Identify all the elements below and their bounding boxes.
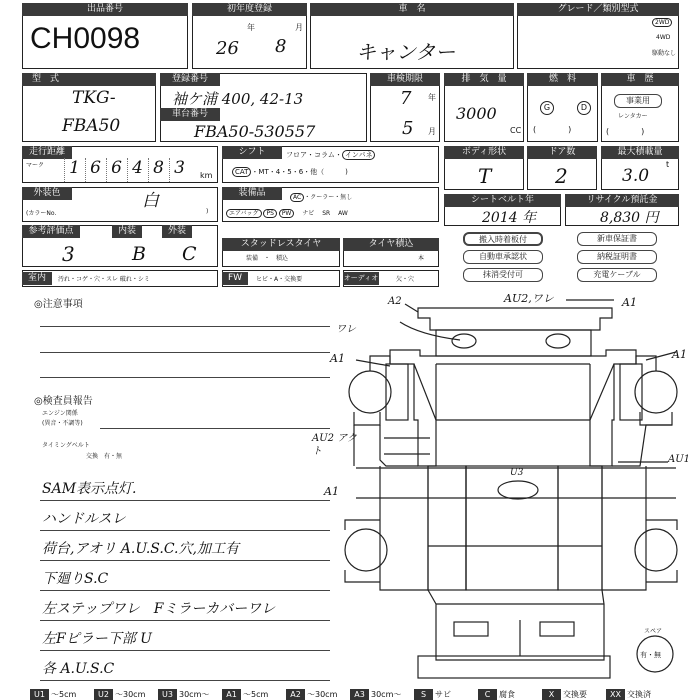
studless-options: 装備 ・ 積込 [246, 255, 289, 262]
caution-line-2 [40, 352, 330, 353]
studless-label: スタッドレスタイヤ [222, 238, 340, 251]
inspection-month-unit: 月 [428, 127, 436, 136]
equip-none: 無し [340, 194, 353, 201]
mileage-mark: マーク [26, 162, 45, 169]
timing-label: タイミングベルト [42, 442, 90, 449]
rear-left-wheel [345, 529, 387, 571]
caution-title: ◎注意事項 [34, 299, 83, 310]
mileage-digit: 1 [64, 158, 84, 182]
lot-number-label: 出品番号 [22, 3, 188, 16]
rear-light-left [454, 622, 488, 636]
shift-6: 6 [298, 168, 304, 176]
shift-options: フロア・コラム・ インパネ [286, 150, 375, 160]
equip-airbag: エアバッグ [226, 209, 262, 218]
mileage-digit: 8 [148, 158, 168, 182]
history-rental: レンタカー [618, 113, 648, 120]
report-rule [40, 530, 330, 531]
exterior-value: C [182, 243, 197, 265]
legend-code: A2 [286, 689, 305, 700]
grade-label: グレード／類別型式 [517, 3, 679, 16]
tire-value: 本 [418, 255, 425, 262]
displacement-value: 3000 [456, 104, 497, 123]
year-unit: 年 [247, 23, 255, 32]
legend-desc: ～5cm [243, 690, 269, 699]
car-name-label: 車 名 [310, 3, 514, 16]
cargo-bed [466, 466, 558, 590]
doc-cancel: 抹消受付可 [463, 268, 543, 282]
legend-code: A3 [350, 689, 369, 700]
legend-desc: 交換済 [627, 690, 651, 699]
fw-options: ヒビ・A・交換要 [256, 276, 303, 283]
color-paren-close: ) [206, 208, 209, 215]
car-name-value: キャンター [356, 40, 456, 64]
equip-cooler: クーラー [310, 194, 335, 201]
mark-crack-windshield: ワレ [336, 324, 356, 335]
left-side-panel [386, 364, 408, 420]
inspection-year: 7 [400, 88, 412, 109]
model-type-value-2: FBA50 [62, 116, 121, 136]
cargo-right-wall [558, 466, 602, 590]
shift-4: 4 [275, 168, 281, 176]
front-right-wheel [635, 371, 677, 413]
report-line: 左ステップワレ Fミラーカバーワレ [42, 601, 276, 617]
displacement-label: 排 気 量 [444, 73, 524, 86]
damage-u3-mark [498, 481, 538, 499]
history-label: 車 歴 [601, 73, 679, 86]
report-rule [40, 560, 330, 561]
equip-aw: AW [338, 210, 348, 217]
room-options: 汚れ・コゲ・穴・スレ 破れ・シミ [58, 276, 150, 283]
load-value: 3.0 [622, 166, 650, 186]
shift-label: シフト [222, 146, 282, 159]
equip-sr: SR [322, 210, 331, 217]
mark-a2-top: A2 [388, 296, 402, 307]
report-line: ハンドルスレ [42, 511, 126, 527]
rear-bumper [418, 656, 610, 678]
registration-number-label: 登録番号 [160, 73, 220, 86]
history-business: 事業用 [614, 94, 662, 108]
report-line: 荷台,アオリ A.U.S.C.穴,加工有 [42, 541, 239, 557]
cargo-left-wall [428, 466, 466, 590]
legend-desc: ～5cm [51, 690, 77, 699]
legend-code: C [478, 689, 497, 700]
lot-number-value: CH0098 [30, 22, 141, 55]
shift-floor: フロア [286, 151, 307, 159]
shift-panel: インパネ [342, 150, 376, 160]
recycle-value: 8,830 円 [600, 210, 659, 226]
chassis-number-label: 車台番号 [160, 108, 220, 121]
front-left-wheel [349, 371, 391, 413]
load-label: 最大積載量 [601, 146, 679, 159]
doc-charge-cable: 充電ケーブル [577, 268, 657, 282]
engine-sub: (異音・不調等) [42, 420, 83, 427]
score-value: 3 [62, 242, 75, 266]
mark-au2-left-side: AU2 アクト [312, 433, 357, 457]
equip-ps: PS [263, 209, 276, 218]
score-label: 参考評価点 [22, 225, 80, 238]
drive-none: 駆動なし [652, 50, 677, 57]
seatbelt-label: シートベルト年 [444, 194, 561, 207]
mileage-digits [64, 158, 194, 182]
first-registration-year: 26 [216, 38, 239, 59]
legend-desc: ～30cm [307, 690, 338, 699]
mileage-digit: 6 [85, 158, 105, 182]
legend-desc: 30cm～ [179, 690, 210, 699]
inspection-year-unit: 年 [428, 93, 436, 102]
mileage-unit: km [200, 171, 213, 180]
chassis-number-value: FBA50-530557 [194, 122, 316, 141]
rear-light-right [540, 622, 574, 636]
legend-desc: 交換要 [563, 690, 587, 699]
legend-desc: 腐食 [499, 690, 515, 699]
mileage-digit: 4 [127, 158, 147, 182]
shift-other: 他（ [310, 168, 325, 176]
color-value: 白 [142, 191, 159, 211]
shift-mt: MT [258, 168, 269, 176]
room-label: 室内 [22, 272, 52, 285]
legend-code: U3 [158, 689, 177, 700]
load-unit: t [666, 160, 670, 169]
mark-au1-right: AU1 [668, 454, 691, 465]
mileage-digit: 6 [106, 158, 126, 182]
tire-label: タイヤ積込 [343, 238, 439, 251]
spare-label: スペア [644, 628, 663, 635]
recycle-label: リサイクル預託金 [565, 194, 679, 207]
equip-navi: ナビ [302, 210, 315, 217]
first-registration-month: 8 [275, 36, 287, 57]
studless-equip: 装備 [246, 255, 259, 262]
mark-a1-right: A1 [672, 348, 687, 361]
mark-au2-top: AU2,ワレ [504, 292, 554, 305]
model-type-label: 型 式 [22, 73, 156, 86]
interior-value: B [132, 243, 146, 265]
model-type-value-1: TKG- [72, 88, 116, 108]
equipment-label: 装備品 [222, 187, 282, 200]
doors-value: 2 [555, 164, 568, 188]
doc-approval: 自動車承認状 [463, 250, 543, 264]
shift-5: 5 [287, 168, 292, 176]
month-unit: 月 [295, 23, 303, 32]
body-type-label: ボディ形状 [444, 146, 524, 159]
report-line: 左Fピラー下部 U [42, 631, 152, 647]
color-label: 外装色 [22, 187, 72, 200]
report-line: 下廻りS.C [42, 571, 109, 587]
fuel-label: 燃 料 [527, 73, 598, 86]
legend-code: X [542, 689, 561, 700]
legend-code: S [414, 689, 433, 700]
history-paren: ( ) [606, 127, 645, 136]
report-title: ◎検査員報告 [34, 396, 93, 407]
legend-desc: サビ [435, 690, 451, 699]
displacement-unit: CC [510, 126, 522, 135]
mark-a1-left: A1 [330, 352, 345, 365]
report-rule [40, 590, 330, 591]
mirror-left [452, 334, 476, 348]
fuel-g: G [540, 101, 554, 115]
report-rule [40, 500, 330, 501]
report-rule [40, 650, 330, 651]
doc-arrival-plate: 搬入時着板付 [463, 232, 543, 246]
report-rule [40, 680, 330, 681]
studless-load: 積込 [276, 255, 289, 262]
shift-cat: CAT [232, 167, 251, 177]
audio-options: 欠・穴 [396, 276, 415, 283]
seatbelt-value: 2014 年 [482, 210, 537, 226]
legend-code: U2 [94, 689, 113, 700]
audio-label: オーディオ [343, 272, 379, 285]
inspection-label: 車検期限 [370, 73, 440, 86]
legend-code: A1 [222, 689, 241, 700]
legend-code: XX [606, 689, 625, 700]
report-line: SAM表示点灯. [42, 481, 137, 497]
equip-ac: AC [290, 193, 304, 202]
mark-a1-mid: A1 [324, 485, 339, 498]
legend-desc: 30cm～ [371, 690, 402, 699]
legend-desc: ～30cm [115, 690, 146, 699]
equip-pw: PW [279, 209, 295, 218]
report-rule [40, 620, 330, 621]
drive-2wd: 2WD [652, 18, 672, 27]
equipment-row1: AC ・クーラー・無し [290, 192, 352, 201]
fuel-paren: ( ) [533, 125, 572, 134]
cab-outline [390, 350, 636, 466]
rear-right-wheel [635, 529, 677, 571]
timing-options: 交換 有・無 [86, 453, 123, 460]
mark-u3-bed: U3 [510, 468, 524, 478]
spare-value: 有・無 [640, 651, 661, 659]
shift-row2: CAT ・MT・4・5・6・他（ ) [232, 167, 348, 177]
caution-line-1 [40, 326, 330, 327]
right-side-panel [620, 364, 642, 420]
front-bumper [418, 308, 612, 330]
body-type-value: T [478, 164, 492, 188]
caution-line-3 [40, 377, 330, 378]
doc-tax: 納税証明書 [577, 250, 657, 264]
mirror-right [546, 334, 570, 348]
mileage-label: 走行距離 [22, 146, 72, 159]
engine-line [100, 428, 330, 429]
doors-label: ドア数 [527, 146, 597, 159]
doc-warranty: 新車保証書 [577, 232, 657, 246]
inspection-month: 5 [402, 118, 414, 139]
first-registration-label: 初年度登録 [192, 3, 307, 16]
fw-label: FW [222, 272, 248, 285]
mark-a1-top-right: A1 [622, 296, 637, 309]
drive-4wd: 4WD [656, 34, 671, 41]
equipment-row2 [226, 208, 348, 217]
interior-label: 内装 [112, 225, 142, 238]
legend-code: U1 [30, 689, 49, 700]
fuel-d: D [577, 101, 591, 115]
color-number: (カラーNo. [26, 210, 57, 217]
mileage-digit: 3 [169, 158, 189, 182]
report-line: 各 A.U.S.C [42, 661, 115, 677]
shift-column: コラム [314, 151, 335, 159]
windshield [436, 330, 591, 356]
registration-number-value: 袖ケ浦 400, 42-13 [172, 90, 304, 108]
engine-label: エンジン関係 [42, 410, 78, 417]
legend-bar [30, 689, 700, 700]
exterior-label: 外装 [162, 225, 192, 238]
